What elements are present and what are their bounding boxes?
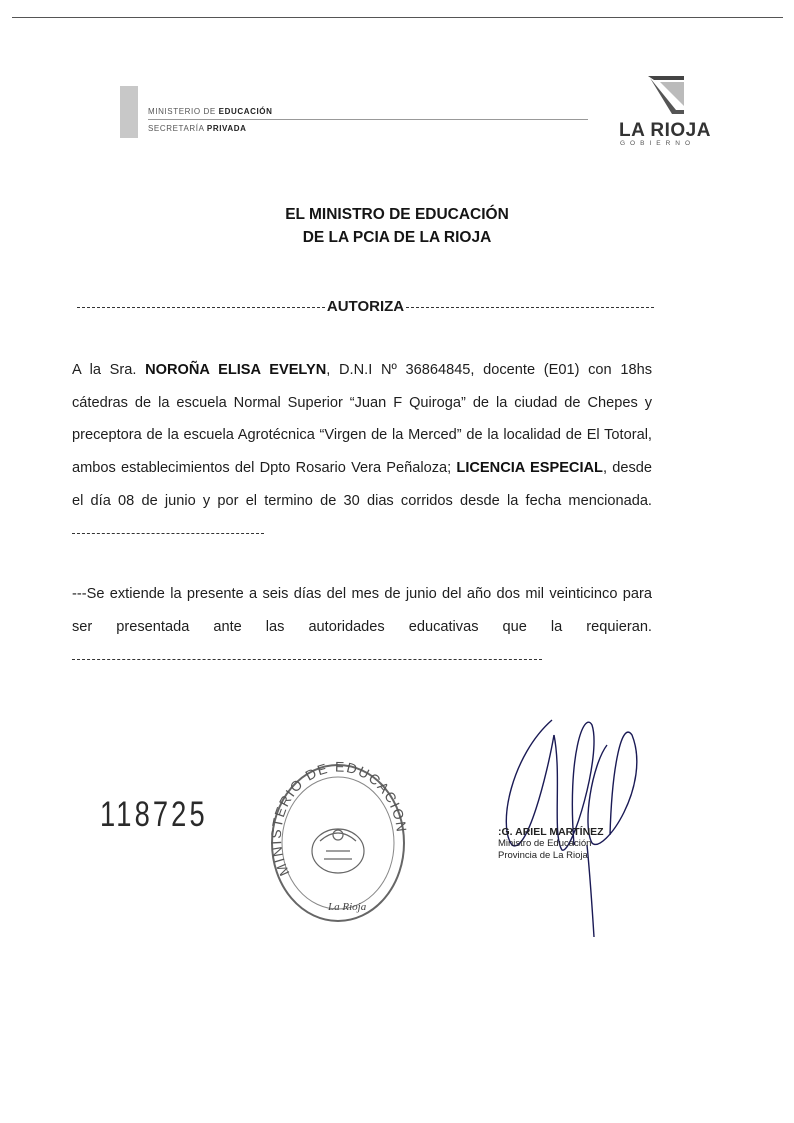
autoriza-heading: [77, 298, 654, 315]
top-rule: [12, 17, 783, 18]
document-number: 118725: [100, 795, 208, 834]
letterhead-rule: [148, 119, 588, 120]
authorization-paragraph: A la Sra. NOROÑA ELISA EVELYN, D.N.I Nº 36864845, docente (E01) con 18hs cátedras de la escuela Normal Superior “Juan F Quiroga” de la ciudad de Chepes y preceptora de la escuela Agrotécnica “Virgen de la Merced” de la localidad de El Totoral, ambos establecimientos del Dpto Rosario Vera Peñaloza; LICENCIA ESPECIAL, desde el día 08 de junio y por el termino de 30 dias corridos desde la fecha mencionada.: [72, 354, 652, 550]
signature-block: [498, 826, 604, 862]
letterhead-ministry: MINISTERIO DE EDUCACIÓN: [148, 107, 273, 116]
dash-filler: [72, 659, 542, 660]
document-title-line2: DE LA PCIA DE LA RIOJA: [302, 229, 492, 246]
dash-rule-right: [406, 307, 654, 308]
signer-name: :G. ARIEL MARTÍNEZ: [498, 826, 604, 838]
letterhead-secretary: SECRETARÍA PRIVADA: [148, 124, 247, 133]
issuance-paragraph: ---Se extiende la presente a seis días del mes de junio del año dos mil veinticinco para ser presentada ante las autoridades educativas que la requieran.: [72, 578, 652, 676]
dash-rule-left: [77, 307, 325, 308]
la-rioja-logo: [615, 74, 725, 149]
signer-province: Provincia de La Rioja: [498, 850, 588, 861]
letterhead-bar: [120, 86, 138, 138]
seal-bottom-text: La Rioja: [328, 901, 367, 913]
logo-subtitle: GOBIERNO: [620, 140, 696, 147]
signer-role: Ministro de Educación: [498, 838, 592, 849]
letterhead: [148, 106, 588, 135]
ministry-seal-icon: [260, 755, 410, 925]
teacher-name: NOROÑA ELISA EVELYN: [145, 362, 327, 378]
dash-filler: [72, 533, 264, 534]
seal-ring-text: MINISTERIO DE EDUCACION: [267, 758, 410, 879]
la-rioja-mark-icon: [646, 74, 686, 116]
logo-name: LA RIOJA: [619, 120, 711, 141]
licence-type: LICENCIA ESPECIAL: [456, 460, 603, 477]
document-title-line1: EL MINISTRO DE EDUCACIÓN: [285, 206, 509, 223]
autoriza-label: AUTORIZA: [326, 298, 405, 315]
